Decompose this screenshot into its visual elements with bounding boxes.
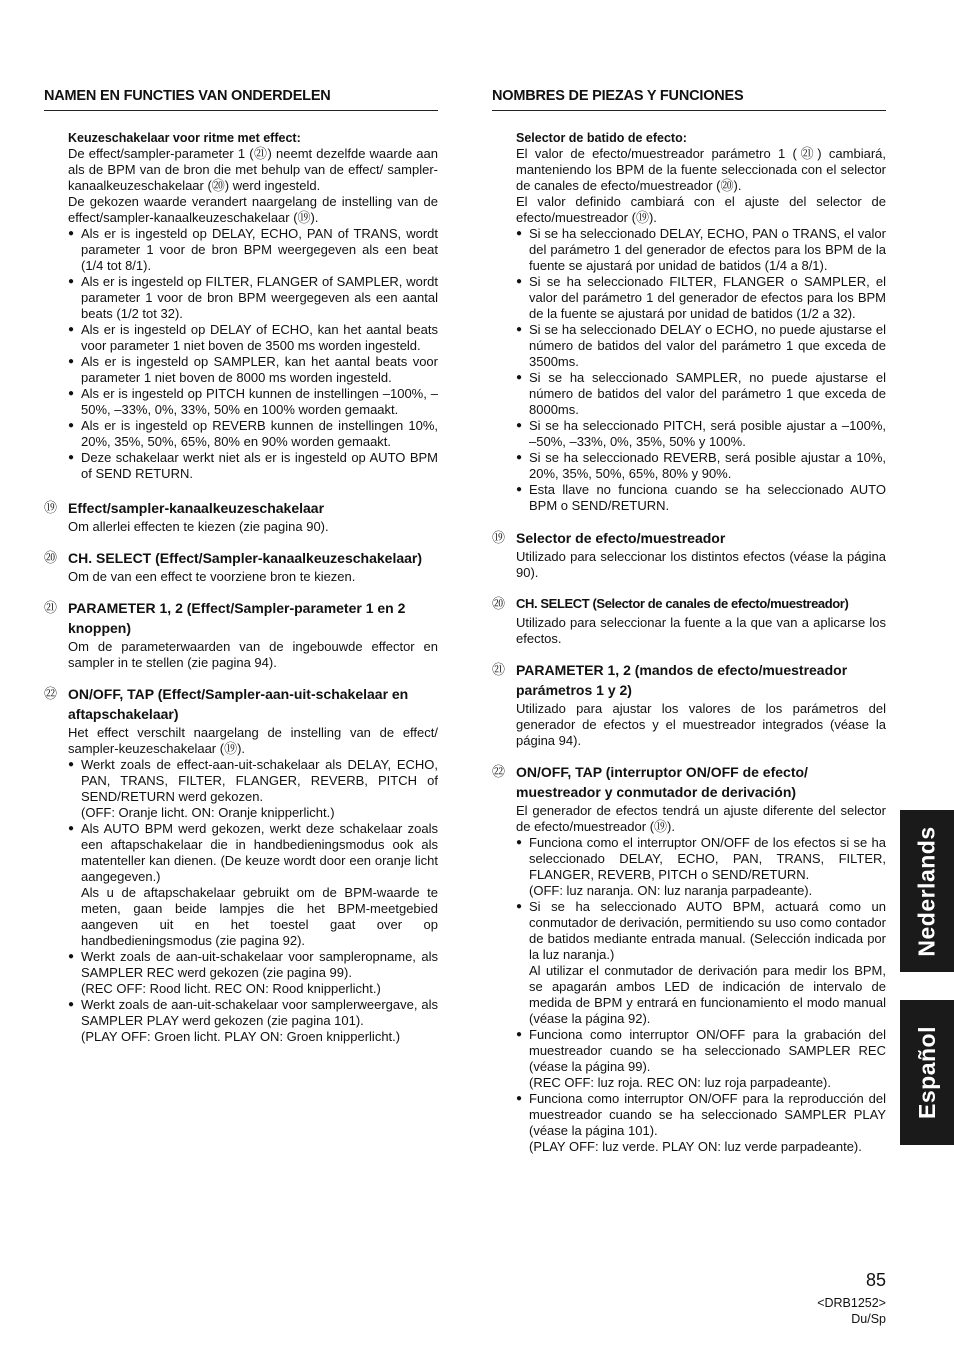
list-item: [516, 1091, 886, 1155]
item-title: Effect/sampler-kanaalkeuzeschakelaar: [68, 500, 325, 516]
intro-paragraph: De gekozen waarde verandert naargelang de instelling van de effect/sampler-kanaalkeuzeschakelaar (⑲).: [68, 194, 438, 225]
list-item: [68, 949, 438, 997]
bullet-list: [68, 757, 438, 1045]
list-item-note: Als u de aftapschakelaar gebruikt om de BPM-waarde te meten, gaan beide lampjes die het BPM-meetgebied aangeven uit en het toestel gaat over op handbedieningsmodus (zie pagina 92).: [81, 885, 438, 948]
item-description: Utilizado para seleccionar la fuente a la que van a aplicarse los efectos.: [516, 615, 886, 646]
item-number: ⑲: [44, 500, 58, 515]
list-item: ● Si se ha seleccionado SAMPLER, no puede ajustarse el número de batidos del valor del parámetro 1 que exceda de 8000ms.: [516, 370, 886, 418]
list-item: ● Si se ha seleccionado REVERB, será posible ajustar a 10%, 20%, 35%, 50%, 65%, 80% y 90%.: [516, 450, 886, 482]
section-heading: NAMEN EN FUNCTIES VAN ONDERDELEN: [44, 88, 438, 111]
section-19: [492, 528, 886, 581]
list-item-note: (OFF: luz naranja. ON: luz naranja parpadeante).: [529, 883, 813, 898]
intro-title: Keuzeschakelaar voor ritme met effect:: [68, 131, 301, 145]
section-20: [44, 548, 438, 585]
bullet-list: [516, 835, 886, 1155]
list-item: [516, 899, 886, 1027]
item-number: ㉑: [44, 600, 58, 615]
item-description: Utilizado para seleccionar los distintos efectos (véase la página 90).: [516, 549, 886, 580]
item-title: CH. SELECT (Effect/Sampler-kanaalkeuzeschakelaar): [68, 550, 423, 566]
list-item: ● Si se ha seleccionado FILTER, FLANGER o SAMPLER, el valor del parámetro 1 del generador de efectos para los BPM de la fuente se ajustará por unidad de batidos (1/2 a 32).: [516, 274, 886, 322]
item-title: CH. SELECT (Selector de canales de efecto/muestreador): [516, 596, 849, 611]
list-item: [68, 821, 438, 949]
bullet-list: [68, 226, 438, 482]
item-number: ⑲: [492, 530, 506, 545]
list-item-note: (PLAY OFF: Groen licht. PLAY ON: Groen knipperlicht.): [81, 1029, 401, 1044]
intro-paragraph: El valor definido cambiará con el ajuste del selector de efecto/muestreador (⑲).: [516, 194, 886, 225]
item-description: Om de van een effect te voorziene bron te kiezen.: [68, 569, 356, 584]
list-item: [68, 757, 438, 821]
list-item-text: Funciona como interruptor ON/OFF para la grabación del muestreador cuando se ha seleccionado SAMPLER REC (véase la página 99).: [529, 1027, 886, 1074]
item-description: Om de parameterwaarden van de ingebouwde effector en sampler in te stellen (zie pagina 94).: [68, 639, 438, 670]
list-item: ● Als er is ingesteld op FILTER, FLANGER of SAMPLER, wordt parameter 1 voor de bron BPM weergegeven als een aantal beats (1/2 tot 32).: [68, 274, 438, 322]
list-item: ● Als er is ingesteld op REVERB kunnen de instellingen 10%, 20%, 35%, 50%, 65%, 80% en 90% worden gemaakt.: [68, 418, 438, 450]
list-item-text: Funciona como el interruptor ON/OFF de los efectos si se ha seleccionado DELAY, ECHO, PAN, TRANS, FILTER, FLANGER, REVERB, PITCH o SEND/RETURN.: [529, 835, 886, 882]
list-item: ● Si se ha seleccionado PITCH, será posible ajustar a –100%, –50%, –33%, 0%, 35%, 50% y 100%.: [516, 418, 886, 450]
language-code: Du/Sp: [851, 1312, 886, 1326]
section-21: [44, 598, 438, 671]
list-item-note: (REC OFF: Rood licht. REC ON: Rood knipperlicht.): [81, 981, 381, 996]
item-number: ⑳: [44, 550, 58, 565]
item-description: El generador de efectos tendrá un ajuste diferente del selector de efecto/muestreador (⑲).: [516, 803, 886, 834]
item-title: ON/OFF, TAP (interruptor ON/OFF de efecto/ muestreador y conmutador de derivación): [516, 764, 808, 800]
column-spanish: [492, 88, 886, 1155]
intro-title: Selector de batido de efecto:: [516, 131, 687, 145]
list-item: ● Si se ha seleccionado DELAY, ECHO, PAN o TRANS, el valor del parámetro 1 del generador de efectos para los BPM de la fuente se ajustará por unidad de batidos (1/4 a 8/1).: [516, 226, 886, 274]
intro-paragraph: De effect/sampler-parameter 1 (㉑) neemt dezelfde waarde aan als de BPM van de bron die met behulp van de effect/ sampler-kanaalkeuzeschakelaar (⑳) werd ingesteld.: [68, 146, 438, 193]
section-22: [492, 762, 886, 1155]
list-item: ● Als er is ingesteld op DELAY of ECHO, kan het aantal beats voor parameter 1 niet boven de 3500 ms worden ingesteld.: [68, 322, 438, 354]
list-item-text: Funciona como interruptor ON/OFF para la reproducción del muestreador cuando se ha seleccionado SAMPLER PLAY (véase la página 101).: [529, 1091, 886, 1138]
bullet-list: [516, 226, 886, 514]
intro-block: [44, 130, 438, 482]
list-item: ● Als er is ingesteld op PITCH kunnen de instellingen –100%, –50%, –33%, 0%, 33%, 50% en 100% worden gemaakt.: [68, 386, 438, 418]
language-tab-espanol: [900, 1000, 954, 1145]
item-description: Om allerlei effecten te kiezen (zie pagina 90).: [68, 519, 329, 534]
list-item: [68, 997, 438, 1045]
intro-block: [492, 130, 886, 514]
item-title: PARAMETER 1, 2 (mandos de efecto/muestreador parámetros 1 y 2): [516, 662, 848, 698]
model-code: <DRB1252>: [817, 1296, 886, 1310]
column-dutch: [44, 88, 438, 1045]
item-number: ㉒: [44, 686, 58, 701]
section-heading: NOMBRES DE PIEZAS Y FUNCIONES: [492, 88, 886, 111]
section-20: [492, 594, 886, 647]
list-item: ● Esta llave no funciona cuando se ha seleccionado AUTO BPM o SEND/RETURN.: [516, 482, 886, 514]
list-item-text: Si se ha seleccionado AUTO BPM, actuará como un conmutador de derivación, permitiendo su uso como contador de batidos mediante entrada manual. (Selección indicada por la luz naranja.): [529, 899, 886, 962]
list-item: ● Als er is ingesteld op DELAY, ECHO, PAN of TRANS, wordt parameter 1 voor de bron BPM weergegeven als een beat (1/4 tot 8/1).: [68, 226, 438, 274]
item-title: ON/OFF, TAP (Effect/Sampler-aan-uit-schakelaar en aftapschakelaar): [68, 686, 409, 722]
list-item: ● Deze schakelaar werkt niet als er is ingesteld op AUTO BPM of SEND RETURN.: [68, 450, 438, 482]
list-item: [516, 1027, 886, 1091]
intro-paragraph: El valor de efecto/muestreador parámetro 1 (㉑) cambiará, manteniendo los BPM de la fuente seleccionada con el selector de canales de efecto/muestreador (⑳).: [516, 146, 886, 193]
list-item-text: Als AUTO BPM werd gekozen, werkt deze schakelaar zoals een aftapschakelaar die in handbedieningsmodus ook als matenteller kan dienen. (De keuze wordt door een oranje licht aangegeven.): [81, 821, 438, 884]
list-item-text: Werkt zoals de aan-uit-schakelaar voor samplerweergave, als SAMPLER PLAY werd gekozen (zie pagina 101).: [81, 997, 438, 1028]
item-description: Utilizado para ajustar los valores de los parámetros del generador de efectos y el muestreador integrados (véase la página 94).: [516, 701, 886, 748]
list-item-text: Werkt zoals de aan-uit-schakelaar voor sampleropname, als SAMPLER REC werd gekozen (zie pagina 99).: [81, 949, 438, 980]
section-22: [44, 684, 438, 1045]
page-number: 85: [865, 1270, 886, 1290]
list-item: ● Als er is ingesteld op SAMPLER, kan het aantal beats voor parameter 1 niet boven de 8000 ms worden ingesteld.: [68, 354, 438, 386]
item-number: ㉑: [492, 662, 506, 677]
item-number: ⑳: [492, 596, 506, 611]
item-title: PARAMETER 1, 2 (Effect/Sampler-parameter 1 en 2 knoppen): [68, 600, 406, 636]
language-tab-nederlands: [900, 810, 954, 972]
item-number: ㉒: [492, 764, 506, 779]
section-21: [492, 660, 886, 749]
list-item-text: Werkt zoals de effect-aan-uit-schakelaar als DELAY, ECHO, PAN, TRANS, FILTER, FLANGER, REVERB, PITCH of SEND/RETURN werd gekozen.: [81, 757, 438, 804]
list-item: [516, 835, 886, 899]
list-item-note: Al utilizar el conmutador de derivación para medir los BPM, se apagarán ambos LED de indicación de intervalo de medida de BPM y entrará en funcionamiento el modo manual (véase la página 92).: [529, 963, 886, 1026]
list-item-note: (PLAY OFF: luz verde. PLAY ON: luz verde parpadeante).: [529, 1139, 862, 1154]
item-description: Het effect verschilt naargelang de instelling van de effect/ sampler-keuzeschakelaar (⑲).: [68, 725, 438, 756]
list-item-note: (REC OFF: luz roja. REC ON: luz roja parpadeante).: [529, 1075, 831, 1090]
tab-label: Nederlands: [913, 825, 940, 957]
list-item-note: (OFF: Oranje licht. ON: Oranje knipperlicht.): [81, 805, 335, 820]
section-19: [44, 498, 438, 535]
list-item: ● Si se ha seleccionado DELAY o ECHO, no puede ajustarse el número de batidos del valor del parámetro 1 que exceda de 3500ms.: [516, 322, 886, 370]
document-code: [817, 1295, 886, 1327]
tab-label: Español: [913, 1026, 940, 1119]
item-title: Selector de efecto/muestreador: [516, 530, 726, 546]
